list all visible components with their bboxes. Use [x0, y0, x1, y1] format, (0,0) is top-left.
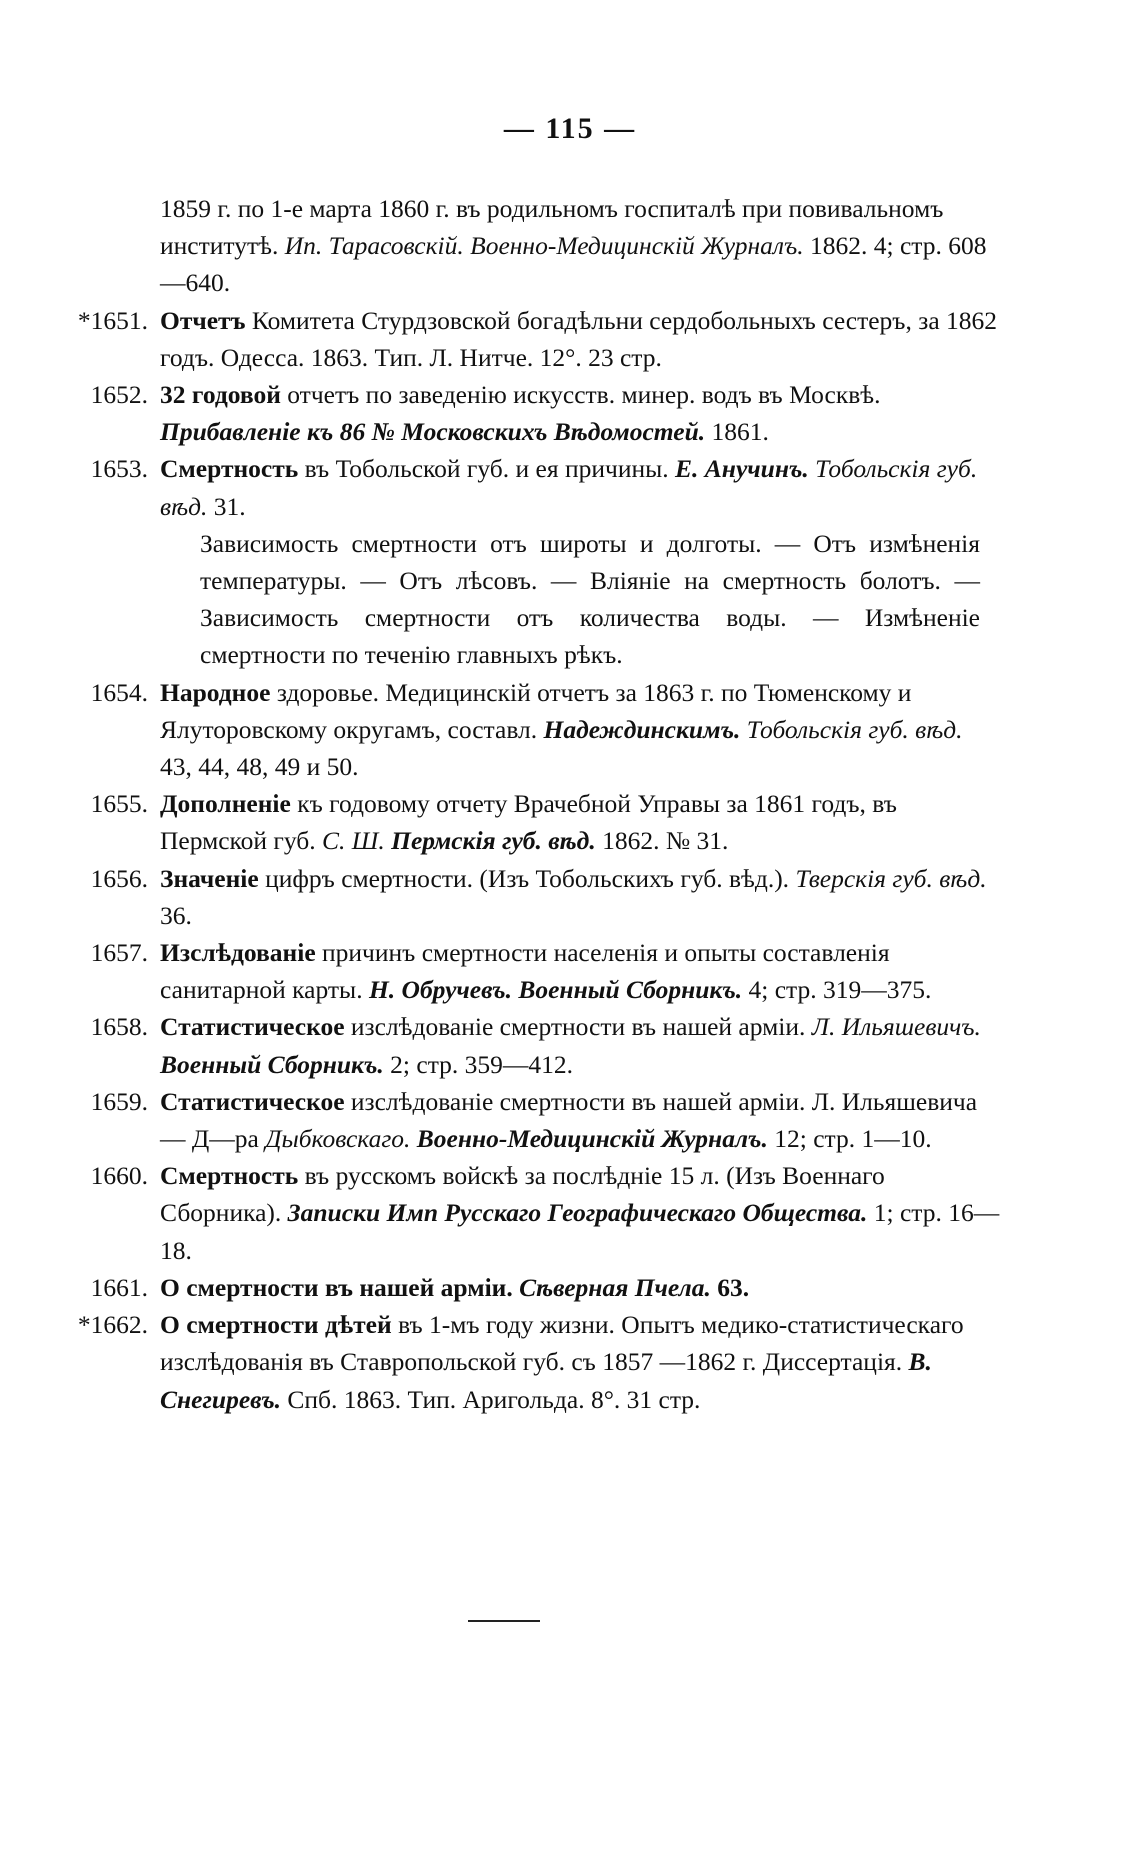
bibliography-entry	[40, 934, 1000, 1008]
entry-tail: 4; стр. 319—375.	[748, 975, 932, 1005]
end-rule	[468, 1620, 540, 1622]
entry-source: Военно-Медицинскій Журналъ.	[470, 231, 804, 261]
entry-tail: 36.	[160, 900, 192, 930]
entry-source: Записки Имп Русскаго Географическаго Общества.	[287, 1198, 868, 1228]
bibliography-list	[40, 190, 1000, 1418]
entry-number: 1656.	[90, 863, 148, 893]
entry-tail: 2; стр. 359—412.	[390, 1049, 574, 1079]
entry-number: 1654.	[90, 677, 148, 707]
entry-title: 32 годовой	[160, 380, 281, 410]
entry-author: С. Ш.	[322, 826, 385, 856]
bibliography-entry	[40, 376, 1000, 450]
entry-source: Тобольскія губ. вѣд.	[746, 714, 963, 744]
entry-text: къ годовому отчету Врачебной Управы за 1861 годъ, въ Пермской губ.	[160, 789, 897, 856]
entry-author: Л. Ильяшевичъ.	[811, 1012, 981, 1042]
entry-tail: 1862. № 31.	[602, 826, 729, 856]
entry-source: Военный Сборникъ.	[160, 1049, 384, 1079]
bibliography-entry	[40, 450, 1000, 524]
entry-source: Пермскія губ. вѣд.	[391, 826, 596, 856]
entry-author: Е. Анучинъ.	[675, 454, 809, 484]
entry-text: здоровье. Медицинскій отчетъ за 1863 г. по Тюменскому и Ялуторовскому округамъ, составл.	[160, 677, 912, 744]
entry-tail: 12; стр. 1—10.	[774, 1124, 932, 1154]
entry-title: О смертности въ нашей арміи.	[160, 1272, 513, 1302]
entry-author: Н. Обручевъ.	[368, 975, 512, 1005]
entry-number: 1659.	[90, 1086, 148, 1116]
continued-entry	[40, 190, 1000, 302]
entry-number: 1655.	[90, 789, 148, 819]
bibliography-entry	[40, 1306, 1000, 1418]
entry-text: въ Тобольской губ. и ея причины.	[304, 454, 669, 484]
bibliography-entry	[40, 302, 1000, 376]
page-number: — 115 —	[503, 112, 637, 145]
entry-title: Значеніе	[160, 863, 259, 893]
entry-tail: 1; стр. 16—18.	[160, 1198, 1000, 1265]
entry-source: Тобольскія губ. вѣд.	[160, 454, 978, 521]
entry-tail: 63.	[717, 1272, 750, 1302]
entry-text: изслѣдованіе смертности въ нашей арміи.	[350, 1012, 806, 1042]
entry-tail: 31.	[213, 491, 246, 521]
entry-tail: 1862. 4; стр. 608—640.	[160, 231, 987, 298]
entry-text: въ 1-мъ году жизни. Опытъ медико-статистическаго изслѣдованія въ Ставропольской губ. съ 1857 —1862 г. Диссертація.	[160, 1310, 964, 1377]
entry-source: Прибавленіе къ 86 № Московскихъ Вѣдомостей.	[160, 417, 706, 447]
entry-title: Отчетъ	[160, 305, 246, 335]
entry-title: Изслѣдованіе	[160, 938, 316, 968]
entry-title: Смертность	[160, 454, 299, 484]
entry-number: 1653.	[90, 454, 148, 484]
entry-number: 1657.	[90, 938, 148, 968]
entry-text: Комитета Стурдзовской богадѣльни сердобольныхъ сестеръ, за 1862 годъ. Одесса. 1863. Тип. Л. Нитче. 12°. 23 стр.	[160, 305, 998, 372]
entry-title: Смертность	[160, 1161, 299, 1191]
entry-title: Дополненіе	[160, 789, 291, 819]
entry-text: въ русскомъ войскѣ за послѣдніе 15 л. (Изъ Военнаго Сборника).	[160, 1161, 885, 1228]
bibliography-entry	[40, 1008, 1000, 1082]
entry-source: Сѣверная Пчела.	[519, 1272, 711, 1302]
entry-number: 1658.	[90, 1012, 148, 1042]
entry-number: 1660.	[90, 1161, 148, 1191]
entry-number: *1651.	[77, 305, 148, 335]
entry-contents-note: Зависимость смертности отъ широты и долготы. — Отъ измѣненія температуры. — Отъ лѣсовъ. — Вліяніе на смертность болотъ. — Зависимость смертности отъ количества воды. — Измѣненіе смертности по теченію главныхъ рѣкъ.	[200, 528, 980, 670]
entry-text: отчетъ по заведенію искусств. минер. водъ въ Москвѣ.	[287, 380, 881, 410]
entry-number: 1652.	[90, 380, 148, 410]
entry-source: Тверскія губ. вѣд.	[795, 863, 987, 893]
entry-text: причинъ смертности населенія и опыты составленія санитарной карты.	[160, 938, 890, 1005]
bibliography-entry	[40, 860, 1000, 934]
bibliography-entry	[40, 785, 1000, 859]
entry-author: В. Снегиревъ.	[160, 1347, 932, 1414]
entry-tail: 43, 44, 48, 49 и 50.	[160, 752, 359, 782]
entry-text: изслѣдованіе смертности въ нашей арміи. Л. Ильяшевича — Д—ра	[160, 1086, 978, 1154]
entry-author: Надеждинскимъ.	[543, 714, 741, 744]
entry-title: О смертности дѣтей	[160, 1310, 392, 1340]
entry-title: Статистическое	[160, 1012, 345, 1042]
continuation-text: 1859 г. по 1-е марта 1860 г. въ родильномъ госпиталѣ при	[160, 194, 783, 223]
entry-number: 1661.	[90, 1272, 148, 1302]
entry-tail: Спб. 1863. Тип. Аригольда. 8°. 31 стр.	[287, 1384, 701, 1414]
entry-source: Военный Сборникъ.	[518, 975, 743, 1005]
bibliography-entry	[40, 1269, 1000, 1306]
continuation-text: повивальномъ институтѣ.	[160, 194, 944, 261]
bibliography-entry	[40, 1083, 1000, 1157]
entry-text: цифръ смертности. (Изъ Тобольскихъ губ. вѣд.).	[265, 863, 790, 893]
entry-tail: 1861.	[711, 417, 769, 447]
bibliography-entry	[40, 1157, 1000, 1269]
entry-title: Статистическое	[160, 1086, 345, 1116]
entry-title: Народное	[160, 677, 271, 707]
entry-author: Дыбковскаго.	[265, 1124, 411, 1154]
entry-number: *1662.	[77, 1310, 148, 1340]
entry-source: Военно-Медицинскій Журналъ.	[416, 1124, 768, 1154]
bibliography-entry	[40, 674, 1000, 786]
entry-author: Ип. Тарасовскій.	[284, 231, 464, 261]
